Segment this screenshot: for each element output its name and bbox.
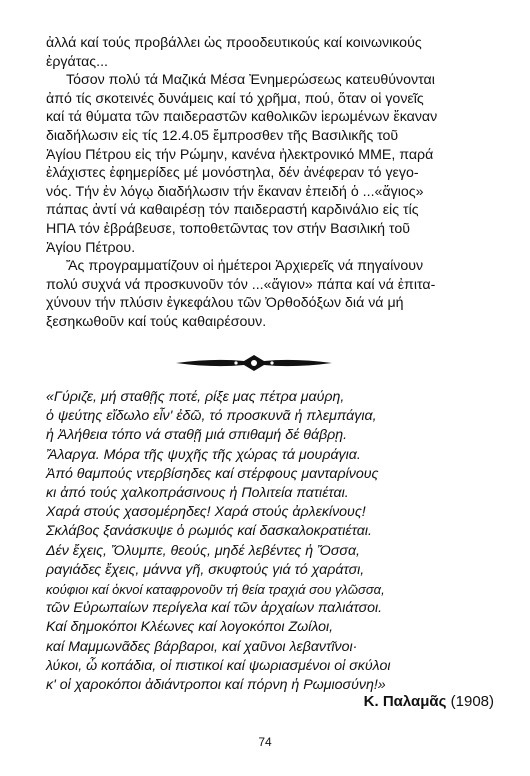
text-line: Τόσον πολύ τά Μαζικά Μέσα Ἐνημερώσεως κατευθύνονται — [66, 72, 435, 89]
text-line: καί τά θύματα τῶν παιδεραστῶν καθολικῶν ἱερωμένων ἔκαναν — [46, 109, 438, 126]
text-line: ἀλλά καί τούς προβάλλει ὡς προοδευτικούς καί κοινωνικούς — [46, 35, 422, 51]
paragraph-1 — [46, 34, 492, 71]
poem-quote — [46, 388, 494, 695]
text-line: πολύ συχνά νά προσκυνοῦν τόν ...«ἅγιον» πάπα καί νά ἐπιτα- — [46, 276, 436, 293]
text-line: ξεσηκωθοῦν καί τούς καθαιρέσουν. — [46, 313, 267, 330]
text-line: νός. Τήν ἐν λόγῳ διαδήλωσιν τήν ἔκαναν ἐπειδή ὁ ...«ἅγιος» — [46, 183, 424, 200]
poem-line: Χαρά στούς χασομέρηδες! Χαρά στούς ἀρλεκίνους! — [46, 504, 366, 521]
poem-line: ἡ Ἀλήθεια τόπο νά σταθῇ μιά σπιθαμή δέ θάβρῃ. — [46, 427, 348, 444]
poem-line: «Γύριζε, μή σταθῇς ποτέ, ρίξε μας πέτρα μαύρη, — [46, 389, 345, 405]
text-line: ἀπό τίς σκοτεινές δυνάμεις καί τό χρῆμα, πού, ὅταν οἱ γονεῖς — [46, 90, 424, 107]
text-line: διαδήλωσιν εἰς τίς 12.4.05 ἔμπροσθεν τῆς Βασιλικῆς τοῦ — [46, 127, 399, 144]
author-name: Κ. Παλαμᾶς — [363, 693, 447, 710]
text-line: Ἄς προγραμματίζουν οἱ ἡμέτεροι Ἀρχιερεῖς νά πηγαίνουν — [66, 258, 424, 275]
poem-line: Ἄλαργα. Μόρα τῆς ψυχῆς τῆς χώρας τά μουράγια. — [46, 446, 361, 463]
page-number: 74 — [258, 735, 272, 749]
paragraph-2 — [46, 71, 492, 257]
prose-section — [46, 34, 492, 332]
poem-line: κι ἀπό τούς χαλκοπράσινους ἡ Πολιτεία πατιέται. — [46, 485, 349, 502]
poem-line: καί Μαμμωνᾶδες βάρβαροι, καί χαῦνοι λεβαντῖνοι· — [46, 638, 358, 655]
section-divider-ornament — [174, 352, 334, 374]
text-line: ΗΠΑ τόν ἐβράβευσε, τοποθετῶντας τον στήν Βασιλική τοῦ — [46, 220, 410, 237]
poem-line: Καί δημοκόποι Κλέωνες καί λογοκόποι Ζωίλοι, — [46, 619, 334, 636]
poem-line: τῶν Εὐρωπαίων περίγελα καί τῶν ἀρχαίων παλιάτσοι. — [46, 600, 383, 617]
text-line: Ἁγίου Πέτρου. — [46, 239, 136, 256]
poem-line: Ἀπό θαμπούς ντερβίσηδες καί στέρφους μανταρίνους — [46, 465, 379, 482]
poem-line: Σκλάβος ξανάσκυψε ὁ ρωμιός καί δασκαλοκρατιέται. — [46, 523, 372, 540]
text-line: χύνουν τήν πλύσιν ἐγκεφάλου τῶν Ὀρθοδόξων διά νά μή — [46, 295, 404, 312]
text-line: ἐλάχιστες ἐφημερίδες μέ μονόστηλα, δέν ἀνέφεραν τό γεγο- — [46, 165, 419, 182]
paragraph-3 — [46, 257, 492, 331]
poem-line: ὁ ψεύτης εἴδωλο εἶν' ἐδῶ, τό προσκυνᾶ ἡ πλεμπάγια, — [46, 408, 377, 425]
poem-year: (1908) — [450, 693, 494, 710]
text-line: πάπας ἀντί νά καθαιρέσῃ τόν παιδεραστή καρδινάλιο εἰς τίς — [46, 202, 419, 219]
poem-line: κούφιοι καί ὀκνοί καταφρονοῦν τή θεία τραχιά σου γλῶσσα, — [46, 582, 385, 598]
poem-line: Δέν ἔχεις, Ὄλυμπε, θεούς, μηδέ λεβέντες ἡ Ὄσσα, — [46, 542, 361, 559]
poem-line: κ' οἱ χαροκόποι ἀδιάντροποι καί πόρνη ἡ Ρωμιοσύνη!» — [46, 677, 386, 694]
poem-attribution — [364, 693, 494, 710]
text-line: Ἁγίου Πέτρου εἰς τήν Ρώμην, κανένα ἠλεκτρονικό ΜΜΕ, παρά — [46, 146, 434, 163]
text-line: ἐργάτας... — [46, 53, 108, 70]
poem-line: λύκοι, ὦ κοπάδια, οἱ πιστικοί καί ψωριασμένοι οἱ σκύλοι — [46, 657, 391, 674]
poem-line: ραγιάδες ἔχεις, μάννα γῆ, σκυφτούς γιά τό χαράτσι, — [46, 561, 365, 578]
